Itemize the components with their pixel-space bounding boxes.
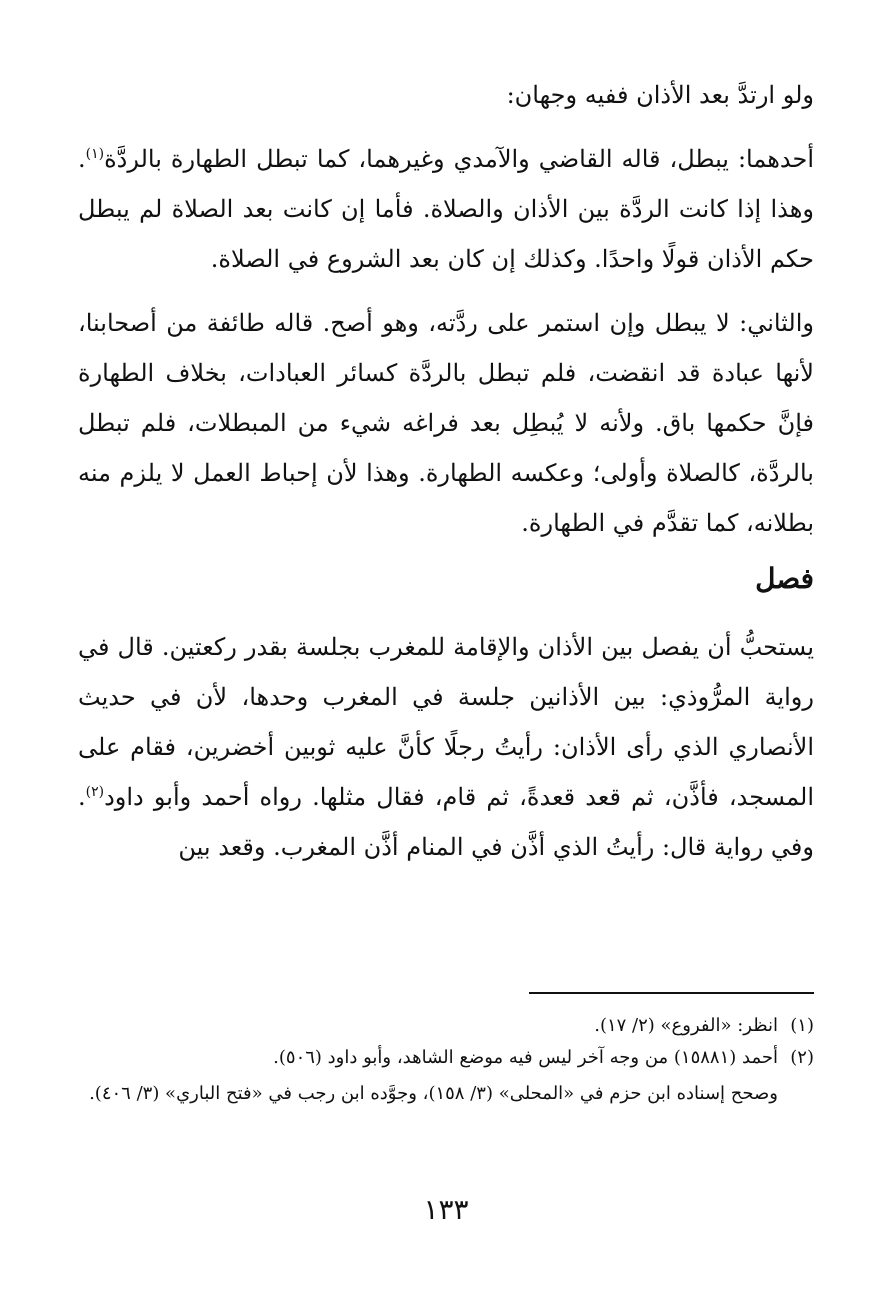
- footnote-number: (١): [790, 1015, 814, 1036]
- main-text: [78, 70, 814, 872]
- footnote-reference-1[interactable]: (١): [85, 146, 105, 162]
- paragraph-second-view: والثاني: لا يبطل وإن استمر على ردَّته، وهو أصح. قاله طائفة من أصحابنا، لأنها عبادة قد انقضت، فلم تبطل بالردَّة كسائر العبادات، بخلاف الطهارة فإنَّ حكمها باق. ولأنه لا يُبطِل بعد فراغه شيء من المبطلات، فلم تبطل بالردَّة، كالصلاة وأولى؛ وعكسه الطهارة. وهذا لأن إحباط العمل لا يلزم منه بطلانه، كما تقدَّم في الطهارة.: [78, 309, 814, 537]
- footnote-1: [78, 1010, 814, 1042]
- footnote-divider: [529, 992, 814, 994]
- footnote-2-continuation: وصحح إسناده ابن حزم في «المحلى» (٣/ ١٥٨)، وجوَّده ابن رجب في «فتح الباري» (٣/ ٤٠٦).: [89, 1083, 778, 1104]
- footnote-reference-2[interactable]: (٢): [85, 784, 105, 800]
- section-heading: فصل: [755, 562, 814, 595]
- paragraph-text: . وفي رواية قال: رأيتُ الذي أذَّن في المنام أذَّن المغرب. وقعد بين: [78, 783, 814, 861]
- footnote-text: انظر: «الفروع» (٢/ ١٧).: [594, 1015, 778, 1036]
- footnote-2: [78, 1042, 814, 1074]
- paragraph-section-body: [78, 622, 814, 872]
- intro-paragraph: ولو ارتدَّ بعد الأذان ففيه وجهان:: [506, 81, 814, 109]
- footnote-text: أحمد (١٥٨٨١) من وجه آخر ليس فيه موضع الشاهد، وأبو داود (٥٠٦).: [273, 1047, 778, 1068]
- footnote-number: (٢): [790, 1047, 814, 1068]
- paragraph-first-view: [78, 134, 814, 284]
- book-page: [78, 70, 814, 1230]
- footnotes: [78, 1010, 814, 1110]
- paragraph-text: أحدهما: يبطل، قاله القاضي والآمدي وغيرهما، كما تبطل الطهارة بالردَّة: [104, 145, 814, 173]
- paragraph-text: يستحبُّ أن يفصل بين الأذان والإقامة للمغرب بجلسة بقدر ركعتين. قال في رواية المرُّوذي: بين الأذانين جلسة في المغرب وحدها، لأن في حديث الأنصاري الذي رأى الأذان: رأيتُ رجلًا كأنَّ عليه ثوبين أخضرين، فقام على المسجد، فأذَّن، ثم قعد قعدةً، ثم قام، فقال مثلها. رواه أحمد وأبو داود: [78, 633, 814, 811]
- paragraph-text: . وهذا إذا كانت الردَّة بين الأذان والصلاة. فأما إن كانت بعد الصلاة لم يبطل حكم الأذان قولًا واحدًا. وكذلك إن كان بعد الشروع في الصلاة.: [78, 145, 814, 273]
- page-number: ١٣٣: [423, 1193, 469, 1226]
